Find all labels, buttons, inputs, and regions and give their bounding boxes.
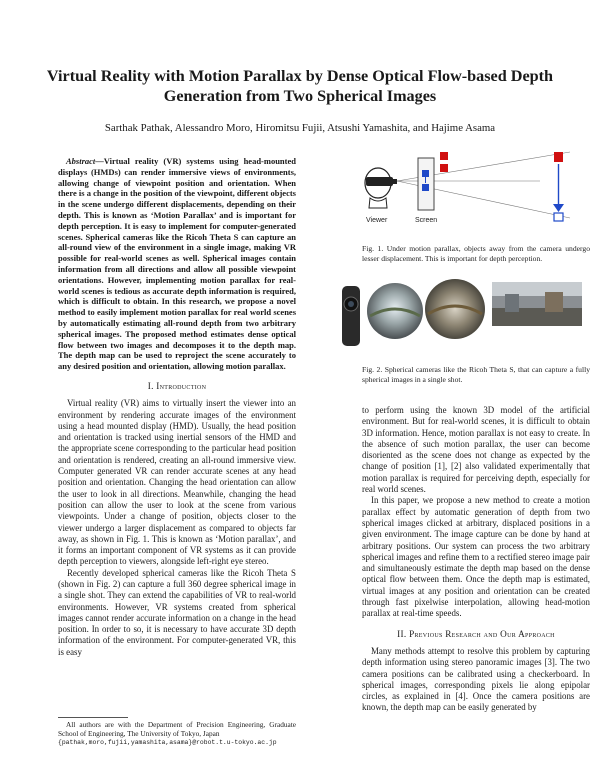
far-object xyxy=(440,152,448,160)
intro-paragraph-1: Virtual reality (VR) aims to virtually insert the viewer into an environment by rendering accurate images of the environment using a head mounted display (HMD). Usually, the head position and orientation is tracked using inertial sensors of the HMD and the appropriate scene corresponding to the particular head position and orientation is rendered, creating an all-round immersive view. Computer generated VR can render accurate scenes at any head position and orientation. Changing the head orientation can allow the user to look in all directions. Meanwhile, changing the head position can allow the user to look at the scene from various viewpoints. Under a change of position, objects closer to the viewer undergo a larger displacement as compared to objects far away, as shown in Fig. 1. This is known as ‘Motion parallax’, and it forms an important component of VR systems as it can provide depth perception to viewers, alongside left-right eye stereo. xyxy=(58,398,296,567)
footnote xyxy=(58,717,296,747)
paper-title: Virtual Reality with Motion Parallax by Dense Optical Flow-based Depth Generation from Two Spherical Images xyxy=(46,67,554,105)
intro-paragraph-2: Recently developed spherical cameras like the Ricoh Theta S (shown in Fig. 2) can capture a full 360 degree spherical image in a single shot. They can extend the capabilities of VR to real-world environments. However, VR systems created from spherical images cannot render accurate information on a change in the head position. In order to so, it is necessary to have accurate 3D depth information of the environment. For computer-generated VR, this is easy xyxy=(58,567,296,657)
right-paragraph-2: In this paper, we propose a new method to create a motion parallax effect by automatic generation of depth from two spherical images clicked at arbitrary, displaced positions in a given environment. The image capture can be done by hand at arbitrary positions. Our system can process the two arbitrary spherical images and refine them to a rectified stereo image pair and simultaneously estimate the depth map based on the dense optical flow between them. Once the depth map is estimated, virtual images at any position and orientation can be created through fast pixelwise interpolation, allowing head-motion parallax at real-time speeds. xyxy=(362,495,590,619)
right-column xyxy=(362,405,590,714)
section-heading-previous-research: II. Previous Research and Our Approach xyxy=(397,628,555,639)
viewer-head-icon xyxy=(365,168,397,208)
abstract-text: —Virtual reality (VR) systems using head-mounted displays (HMDs) can render immersive views of environments, allowing change of viewpoint position and orientation. When there is a change in the position of the viewpoint, different objects in the scene undergo different displacements, depending on their depth. This is known as ‘Motion Parallax’ and is important for depth perception. It is easy to implement for computer-generated scenes. Spherical cameras like the Ricoh Theta S can capture an all-round view of the environment in a single image, making VR possible for real-world scenes as well. Spherical images contain information from all directions and allow all possible viewpoint orientations. However, implementing motion parallax for real-world scenes is tedious as accurate depth information is required, which is difficult to obtain. In this research, we propose a novel method to easily implement motion parallax for real world scenes by automatically estimating all-round depth from two arbitrary spherical images. The proposed method estimates dense optical flow between two images and decomposes it to the depth map. The depth map can be used to reproject the scene accurately to any desired position and orientation, allowing motion parallax. xyxy=(58,156,296,372)
left-column xyxy=(58,156,296,658)
viewer-label: Viewer xyxy=(366,217,388,224)
spherical-image-2 xyxy=(425,279,485,339)
footnote-affiliation: All authors are with the Department of Precision Engineering, Graduate School of Engineering, The University of Tokyo, Japan xyxy=(58,720,296,738)
abstract-label: Abstract xyxy=(66,156,96,166)
right-paragraph-1: to perform using the known 3D model of the artificial environment. But for real-world scenes, it is difficult to obtain 3D information. Hence, motion parallax is not easy to create. In the absence of such motion parallax, the user can become disoriented as the scene does not change as expected by the change of position [1], [2] also validated experimentally that motion parallax is required for perceiving depth, especially for real world scenes. xyxy=(362,405,590,495)
ricoh-theta-camera-icon xyxy=(342,286,360,346)
right-paragraph-3: Many methods attempt to resolve this problem by capturing depth information using stereo panoramic images [3]. The two camera positions can be calibrated using a checkerboard. In spherical images, corresponding pixels lie along epipolar circles, as explained in [4]. Once the camera positions are known, the depth map can be easily generated by xyxy=(362,645,590,713)
footnote-emails: {pathak,moro,fujii,yamashita,asama}@robot.t.u-tokyo.ac.jp xyxy=(58,739,277,746)
figure-2-spherical-camera-images xyxy=(330,278,590,358)
figure-2-caption: Fig. 2. Spherical cameras like the Ricoh Theta S, that can capture a fully spherical images in a single shot. xyxy=(362,365,590,384)
down-arrow-icon xyxy=(553,204,564,212)
spherical-image-1 xyxy=(367,283,423,339)
far-object-displaced xyxy=(554,152,563,162)
author-list: Sarthak Pathak, Alessandro Moro, Hiromitsu Fujii, Atsushi Yamashita, and Hajime Asama xyxy=(104,122,496,134)
section-heading-introduction: I. Introduction xyxy=(147,380,207,391)
abstract xyxy=(58,156,296,372)
figure-1-motion-parallax-diagram xyxy=(360,150,580,238)
footnote-rule xyxy=(58,717,128,718)
near-object xyxy=(422,170,429,177)
screen-label: Screen xyxy=(415,217,438,224)
figure-1-caption: Fig. 1. Under motion parallax, objects away from the camera undergo lesser displacement. This is important for depth perception. xyxy=(362,244,590,263)
